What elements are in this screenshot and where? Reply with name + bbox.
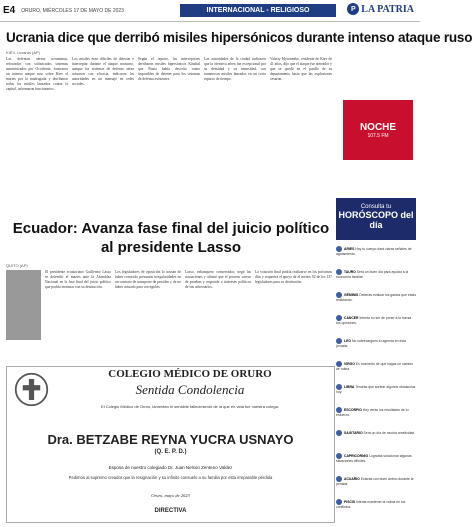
paragraph: El presidente ecuatoriano Guillermo Lasso se defendió el martes ante la Asamblea Nacional en la fase final del juicio político que podría terminar con su destitución. — [45, 270, 111, 289]
obituary-title: Sentida Condolencia — [135, 382, 245, 397]
ad-frequency: 107.5 FM — [367, 132, 389, 139]
article2-column — [255, 270, 332, 362]
sign-name: CAPRICORNIO — [344, 453, 369, 458]
sign-text: Estarás con buen ánimo durante la jornada. — [336, 476, 414, 486]
article1-column — [6, 57, 68, 202]
horoscope-sign — [336, 315, 416, 325]
section-banner: INTERNACIONAL - RELIGIOSO — [180, 4, 336, 17]
medical-emblem-icon — [14, 372, 49, 407]
paragraph: Valeriy Myronenko, residente de Kiev de 41 años, dijo que el ataque fue aterrador y que se quedó en el pasillo de su departamento hasta que las explosiones cesaron. — [270, 57, 332, 81]
sign-name: GÉMINIS — [344, 292, 359, 297]
zodiac-icon — [336, 430, 342, 436]
sign-text: Es momento de que hagas un cambio de rutina. — [336, 361, 414, 371]
paragraph: Lasso, exbanquero conservador, negó las acusaciones y afirmó que el proceso carece de pruebas y responde a intereses políticos de sus adversarios. — [185, 270, 251, 289]
sign-name: LEO — [344, 338, 351, 343]
paragraph: Los misiles eran difíciles de detectar e interceptar durante el ataque nocturno, aunque los sistemas de defensa aérea actuaron con eficacia, indicaron las autoridades en un mensaje en redes sociales. — [72, 57, 134, 86]
article1-column — [138, 57, 200, 202]
sign-text: Intenta no ser de poner a la fuerza tus opiniones. — [336, 315, 412, 325]
obituary-message: Pedimos al supremo creador que la resignación y su infinito consuelo a su familia por esta irreparable pérdida — [68, 475, 273, 480]
sign-name: ESCORPIO — [344, 407, 362, 412]
horoscope-sign — [336, 476, 416, 486]
radio-ad — [343, 100, 413, 160]
article1-credit: KIEV, Ucrania (AP) — [6, 50, 40, 55]
horoscope-sign — [336, 361, 416, 371]
horoscope-sign — [336, 338, 416, 348]
horoscope-sign — [336, 269, 416, 279]
sign-name: ACUARIO — [344, 476, 360, 481]
sign-name: LIBRA — [344, 384, 355, 389]
paragraph: La votación final podría realizarse en los próximos días y requerirá el apoyo de al menos 92 de los 137 legisladores para su destitución. — [255, 270, 332, 284]
horoscope-sign — [336, 407, 416, 417]
horoscope-sign — [336, 499, 416, 509]
ad-title: NOCHE — [359, 121, 397, 133]
horoscope-heading: Consulta tu — [360, 204, 392, 210]
horoscope-sign — [336, 453, 416, 463]
obituary-place-date: Oruro, mayo de 2023 — [151, 493, 190, 498]
sign-name: PISCIS — [344, 499, 356, 504]
obituary-signature: DIRECTIVA — [154, 508, 187, 514]
horoscope-sign — [336, 384, 416, 394]
article2-headline: Ecuador: Avanza fase final del juicio político al presidente Lasso — [12, 220, 330, 256]
sign-text: Intenta mantener la calma en los conflictos. — [336, 499, 406, 509]
obituary-name: Dra. BETZABE REYNA YUCRA USNAYO — [47, 432, 294, 447]
obituary-qepd: (Q. E. P. D.) — [154, 449, 187, 455]
horoscope-header — [336, 198, 416, 240]
sign-name: VIRGO — [344, 361, 355, 366]
sign-text: No sobrecargues tu agenda en esta jornada. — [336, 338, 406, 348]
article2-column — [185, 270, 251, 362]
logo-icon: P — [347, 3, 359, 15]
article2-credit: QUITO (AP) — [6, 263, 28, 268]
article1-column — [72, 57, 134, 202]
paragraph: Los legisladores de oposición lo acusan de haber conocido presuntas irregularidades en un contrato de transporte de petróleo y de no haber actuado para corregirlas. — [115, 270, 181, 289]
article1-column — [204, 57, 266, 202]
paragraph: Las autoridades de la ciudad indicaron que la ofensiva aérea fue excepcional por su densidad y su intensidad, con numerosos misiles lanzados en un corto espacio de tiempo. — [204, 57, 266, 81]
horoscope-sign — [336, 246, 416, 256]
article2-column — [115, 270, 181, 362]
sign-text: Hoy tu cuerpo dará claras señales de agotamiento. — [336, 246, 412, 256]
obituary-spouse: Esposa de nuestro colegiado Dr. Juan Nelson Zenteno Valdez — [108, 465, 233, 470]
sign-text: Lograrás solucionar algunas situaciones difíciles. — [336, 453, 412, 463]
sign-name: SAGITARIO — [344, 430, 363, 435]
sign-name: TAURO — [344, 269, 356, 274]
sign-text: Será un día de mucha creatividad. — [363, 430, 416, 435]
issue-date: ORURO, MIÉRCOLES 17 DE MAYO DE 2023 — [21, 7, 124, 14]
article2-column — [45, 270, 111, 362]
sign-text: Hoy verás los resultados de tu esfuerzo. — [336, 407, 409, 417]
obituary-text: El Colegio Médico de Oruro, lamentan el sensible fallecimiento de la que en vida fue nuestra colega: — [101, 404, 279, 409]
article2-photo — [6, 270, 41, 340]
sign-text: Deberás evaluar los gastos que estás realizando. — [336, 292, 417, 302]
article1-headline: Ucrania dice que derribó misiles hipersónicos durante intenso ataque ruso — [6, 30, 472, 45]
sign-text: Será un buen día para ayudar a la economía familiar. — [336, 269, 409, 279]
page-header — [0, 0, 420, 22]
horoscope-title: HORÓSCOPO del día — [338, 210, 414, 230]
newspaper-logo — [347, 3, 414, 15]
paragraph: Según el reporte, los interceptores derribaron misiles hipersónicos Kinzhal que Rusia había descrito como imposibles de detener para los sistemas de defensa existentes. — [138, 57, 200, 81]
obituary-org: COLEGIO MÉDICO DE ORURO — [108, 368, 272, 380]
sign-name: CÁNCER — [344, 315, 359, 320]
logo-text: LA PATRIA — [361, 3, 414, 15]
page-number: E4 — [3, 5, 16, 16]
sign-text: Tendrás que sortear algunos obstáculos hoy. — [336, 384, 416, 394]
paragraph: Las defensas aéreas ucranianas, reforzadas con sofisticados sistemas suministrados por Occidente, frustraron un intenso ataque ruso sobre Kiev el martes por la madrugada y derribaron todos los misiles lanzados contra la capital, informaron funcionarios. — [6, 57, 68, 91]
article1-column — [270, 57, 332, 202]
horoscope-sign — [336, 292, 416, 302]
horoscope-sign — [336, 430, 416, 436]
sign-name: ARIES — [344, 246, 355, 251]
